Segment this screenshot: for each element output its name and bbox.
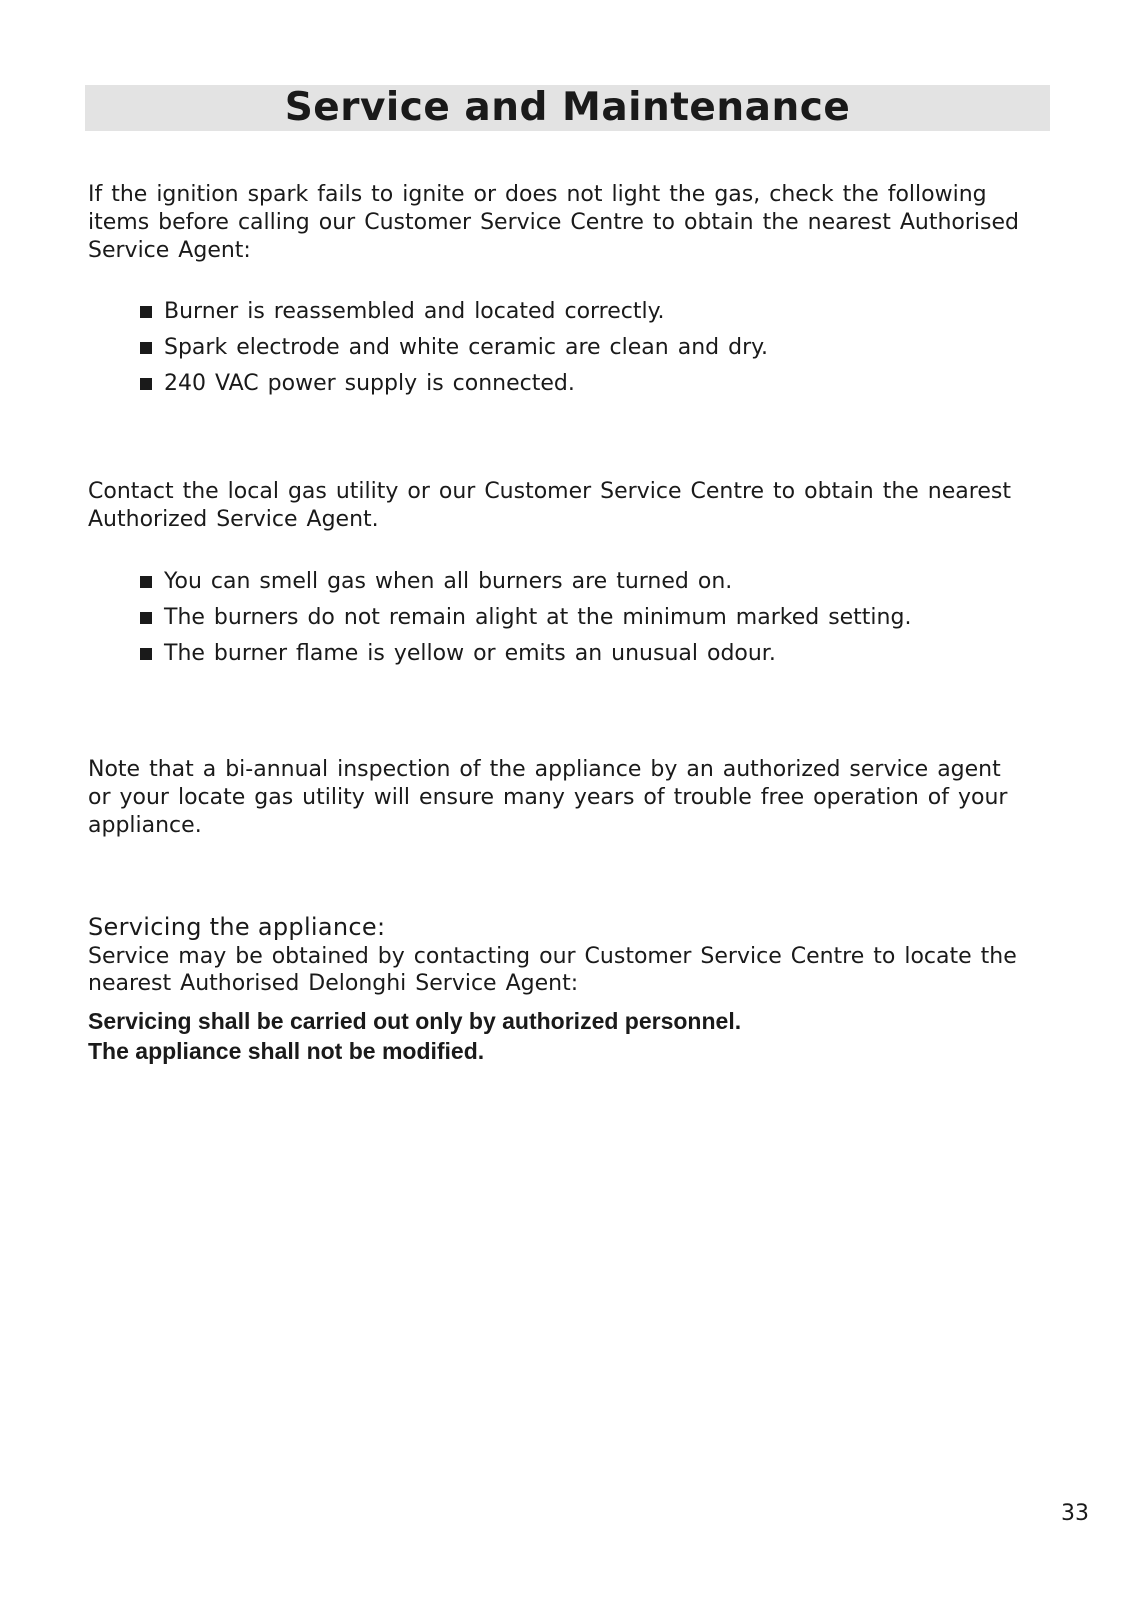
square-bullet-icon [140, 612, 152, 624]
gas-utility-intro-line-2: Authorized Service Agent. [88, 507, 379, 532]
list-item [140, 600, 911, 636]
list-item [140, 294, 768, 330]
page-title: Service and Maintenance [284, 85, 851, 130]
square-bullet-icon [140, 648, 152, 660]
inspection-note-line-2: or your locate gas utility will ensure many years of trouble free operation of your [88, 785, 1008, 810]
title-bar [85, 85, 1050, 131]
servicing-heading: Servicing the appliance: [88, 913, 386, 941]
inspection-note-line-3: appliance. [88, 813, 202, 838]
servicing-warning-line-2: The appliance shall not be modified. [88, 1038, 485, 1064]
square-bullet-icon [140, 378, 152, 390]
inspection-note-line-1: Note that a bi-annual inspection of the appliance by an authorized service agent [88, 757, 1001, 782]
ignition-intro-line-3: Service Agent: [88, 238, 251, 263]
ignition-intro-line-2: items before calling our Customer Service Centre to obtain the nearest Authorised [88, 210, 1019, 235]
ignition-checklist [140, 294, 768, 402]
list-item-text: Spark electrode and white ceramic are clean and dry. [164, 335, 768, 360]
square-bullet-icon [140, 306, 152, 318]
list-item [140, 564, 911, 600]
gas-warning-list [140, 564, 911, 672]
list-item-text: 240 VAC power supply is connected. [164, 371, 575, 396]
servicing-warning-line-1: Servicing shall be carried out only by authorized personnel. [88, 1008, 742, 1034]
servicing-text-line-1: Service may be obtained by contacting our Customer Service Centre to locate the [88, 944, 1017, 969]
list-item [140, 330, 768, 366]
list-item [140, 366, 768, 402]
gas-utility-intro-line-1: Contact the local gas utility or our Customer Service Centre to obtain the nearest [88, 479, 1011, 504]
square-bullet-icon [140, 342, 152, 354]
list-item-text: You can smell gas when all burners are turned on. [164, 569, 733, 594]
ignition-intro-line-1: If the ignition spark fails to ignite or does not light the gas, check the following [88, 182, 987, 207]
list-item-text: Burner is reassembled and located correctly. [164, 299, 665, 324]
list-item [140, 636, 911, 672]
list-item-text: The burners do not remain alight at the minimum marked setting. [164, 605, 912, 630]
page-number: 33 [1061, 1501, 1089, 1526]
servicing-text-line-2: nearest Authorised Delonghi Service Agent: [88, 971, 579, 996]
square-bullet-icon [140, 576, 152, 588]
list-item-text: The burner flame is yellow or emits an unusual odour. [164, 641, 776, 666]
